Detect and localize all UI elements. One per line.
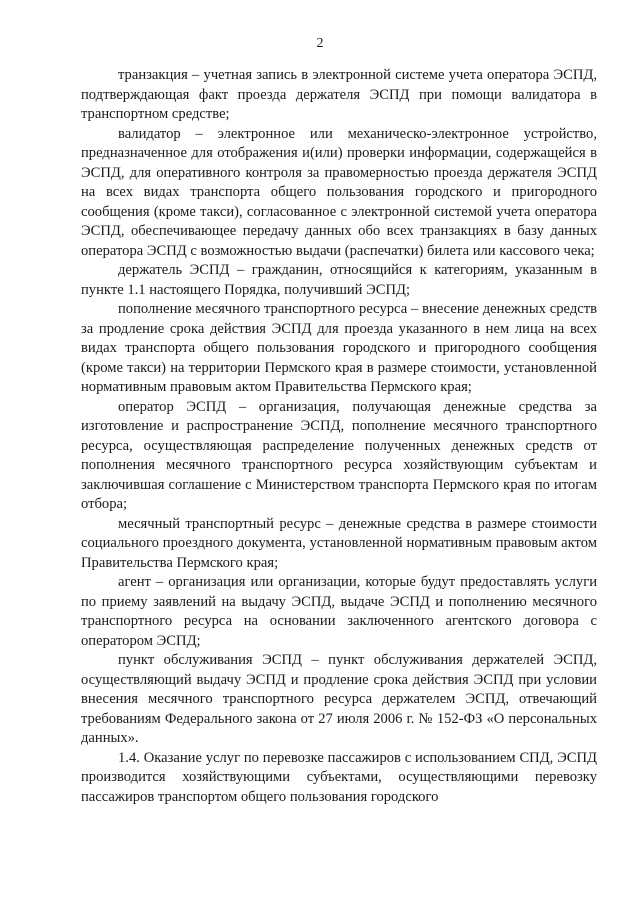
paragraph-operator-definition: оператор ЭСПД – организация, получающая денежные средства за изготовление и распространение ЭСПД, пополнение месячного транспортного ресурса, осуществляющая распределение полученных денежных средств от пополнения месячного транспортного ресурса хозяйствующим субъектам и заключившая соглашение с Министерством транспорта Пермского края по итогам отбора; (81, 398, 597, 512)
paragraph-section-1-4: 1.4. Оказание услуг по перевозке пассажиров с использованием СПД, ЭСПД производится хозяйствующими субъектами, осуществляющими перевозку пассажиров транспортом общего пользования городского (81, 749, 597, 805)
paragraph-monthly-resource-definition: месячный транспортный ресурс – денежные средства в размере стоимости социального проездного документа, установленной нормативным правовым актом Правительства Пермского края; (81, 515, 597, 571)
page-number: 2 (316, 36, 324, 51)
paragraph-holder-definition: держатель ЭСПД – гражданин, относящийся к категориям, указанным в пункте 1.1 настоящего Порядка, получивший ЭСПД; (81, 262, 597, 298)
paragraph-replenishment-definition: пополнение месячного транспортного ресурса – внесение денежных средств за продление срока действия ЭСПД для проезда указанного в нем лица на всех видах транспорта общего пользования городского и пригородного сообщения (кроме такси) на территории Пермского края в размере стоимости, установленной нормативным правовым актом Правительства Пермского края; (81, 301, 597, 395)
paragraph-agent-definition: агент – организация или организации, которые будут предоставлять услуги по приему заявлений на выдачу ЭСПД, выдаче ЭСПД и пополнению месячного транспортного ресурса на основании заключенного агентского договора с оператором ЭСПД; (81, 574, 597, 649)
paragraph-transaction-definition: транзакция – учетная запись в электронной системе учета оператора ЭСПД, подтверждающая факт проезда держателя ЭСПД при помощи валидатора в транспортном средстве; (81, 67, 597, 122)
paragraph-service-point-definition: пункт обслуживания ЭСПД – пункт обслуживания держателей ЭСПД, осуществляющий выдачу ЭСПД и продление срока действия ЭСПД при условии внесения месячного транспортного ресурса держателем ЭСПД, отвечающий требованиям Федерального закона от 27 июля 2006 г. № 152-ФЗ «О персональных данных». (81, 652, 597, 746)
paragraph-validator-definition: валидатор – электронное или механическо-электронное устройство, предназначенное для отображения и(или) проверки информации, содержащейся в ЭСПД, для оперативного контроля за правомерностью проезда держателя ЭСПД на всех видах транспорта общего пользования городского и пригородного сообщения (кроме такси), согласованное с электронной системой учета оператора ЭСПД, обеспечивающее передачу данных обо всех транзакциях в базу данных оператора ЭСПД с возможностью выдачи (распечатки) билета или кассового чека; (81, 125, 597, 259)
document-body (81, 66, 597, 807)
